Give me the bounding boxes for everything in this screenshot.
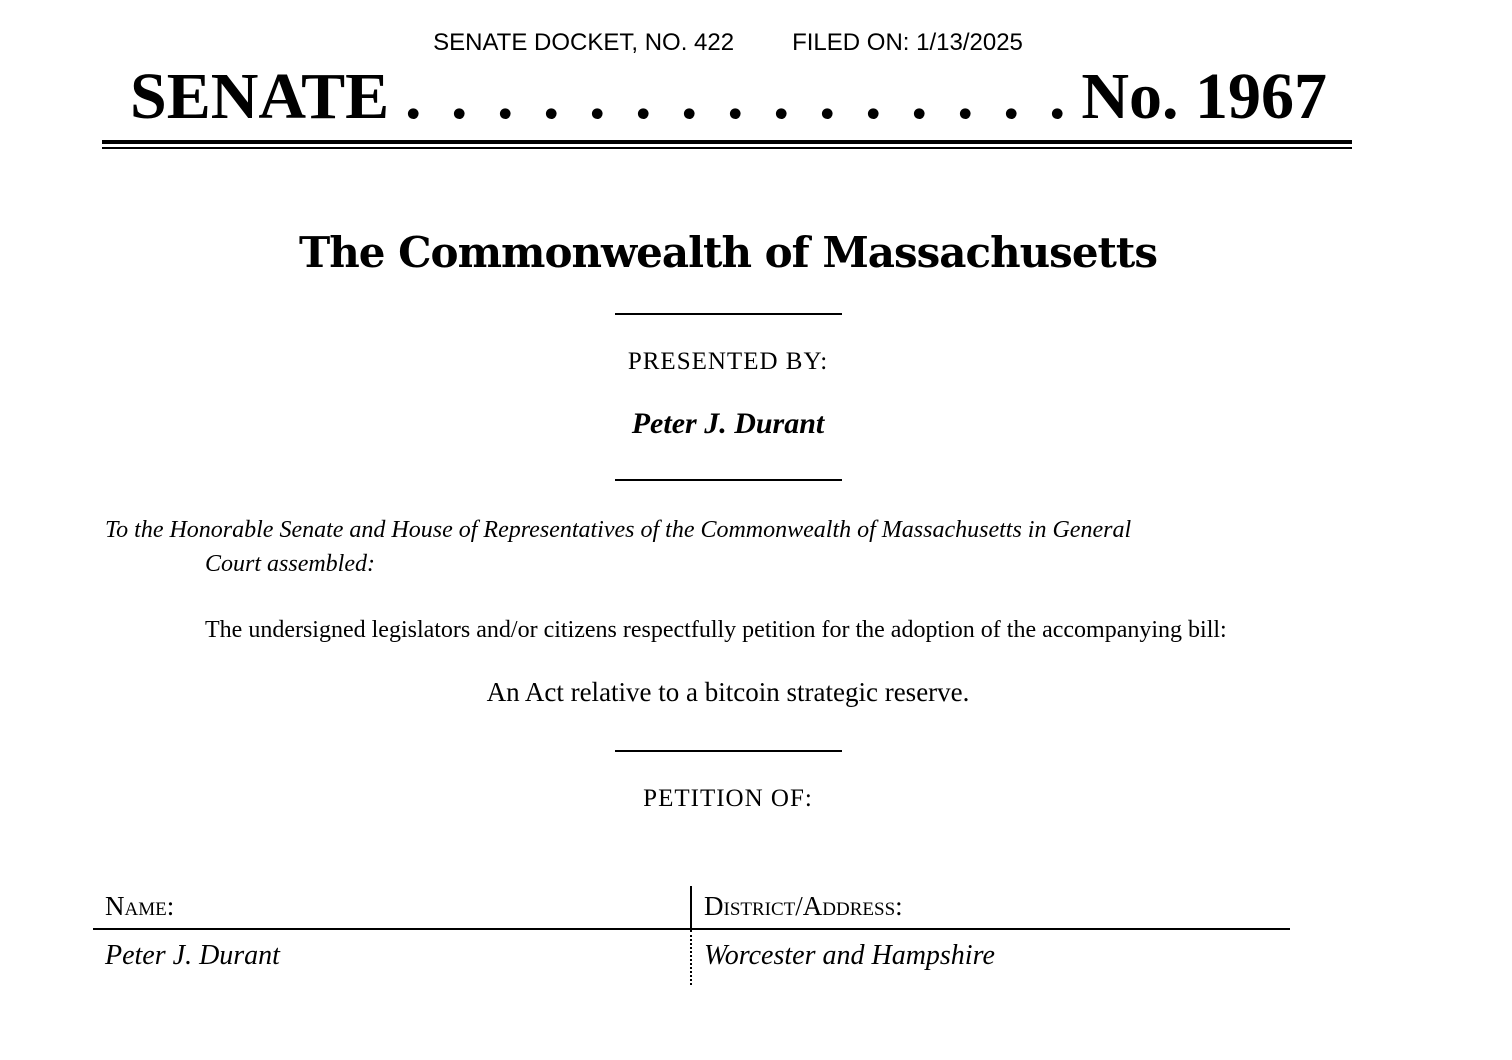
- docket-line: [93, 0, 1363, 56]
- petitioner-district: Worcester and Hampshire: [704, 940, 995, 972]
- column-header-district-address: District/Address:: [704, 891, 903, 922]
- bill-number: No. 1967: [1081, 60, 1327, 133]
- filed-on-date: FILED ON: 1/13/2025: [792, 29, 1023, 56]
- separator-rule-3: [615, 750, 842, 752]
- petitioners-table: [93, 886, 1290, 985]
- table-header-row: [93, 886, 1290, 930]
- salutation-line-2: Court assembled:: [205, 551, 375, 578]
- column-header-name: Name:: [93, 886, 692, 928]
- salutation-paragraph: [93, 513, 1363, 581]
- petition-of-label: PETITION OF:: [643, 785, 813, 813]
- leader-dots: . . . . . . . . . . . . . . .: [405, 64, 1066, 130]
- act-title: An Act relative to a bitcoin strategic reserve.: [486, 677, 970, 708]
- presenter-name: Peter J. Durant: [631, 407, 825, 441]
- separator-rule-1: [615, 313, 842, 315]
- salutation-line-1: To the Honorable Senate and House of Representatives of the Commonwealth of Massachusetts in General: [105, 517, 1132, 544]
- table-row: [93, 930, 1290, 985]
- page-content: [93, 0, 1363, 985]
- presented-by-label: PRESENTED BY:: [627, 348, 829, 376]
- separator-rule-2: [615, 479, 842, 481]
- docket-number: SENATE DOCKET, NO. 422: [433, 29, 735, 56]
- commonwealth-title: The Commonwealth of Massachusetts: [299, 228, 1157, 277]
- petitioner-name: Peter J. Durant: [93, 930, 692, 985]
- header-double-rule: [102, 140, 1352, 149]
- chamber-label: SENATE: [130, 60, 390, 133]
- petition-statement: The undersigned legislators and/or citizens respectfully petition for the adoption of the accompanying bill:: [205, 617, 1227, 644]
- senate-header: [93, 60, 1363, 133]
